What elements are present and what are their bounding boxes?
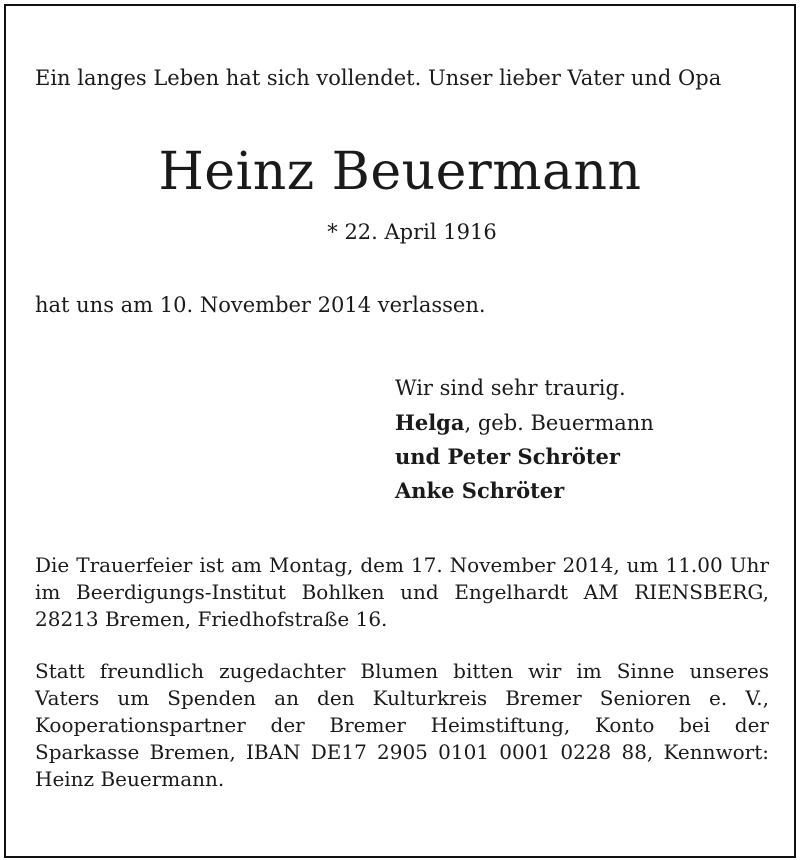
mourner-line-3 bbox=[395, 474, 654, 508]
mourner-line-1 bbox=[395, 406, 654, 440]
mourning-statement: Wir sind sehr traurig. bbox=[395, 376, 626, 400]
funeral-info: Die Trauerfeier ist am Montag, dem 17. November 2014, um 11.00 Uhr im Beerdigungs-Institut Bohlken und Engelhardt AM RIENSBERG, 28213 Bremen, Friedhofstraße 16. bbox=[35, 553, 769, 631]
mourner-first-name: Helga bbox=[395, 410, 465, 435]
deceased-name: Heinz Beuermann bbox=[158, 142, 642, 202]
intro-line: Ein langes Leben hat sich vollendet. Unser lieber Vater und Opa bbox=[35, 66, 722, 90]
death-date-line: hat uns am 10. November 2014 verlassen. bbox=[35, 293, 486, 317]
mourner-spouse: und Peter Schröter bbox=[395, 444, 620, 469]
mourner-line-2 bbox=[395, 440, 654, 474]
mourner-maiden-name: , geb. Beuermann bbox=[464, 411, 654, 435]
donation-info: Statt freundlich zugedachter Blumen bitten wir im Sinne unseres Vaters um Spenden an den Kulturkreis Bremer Senioren e. V., Kooperationspartner der Bremer Heimstiftung, Konto bei der Sparkasse Bremen, IBAN DE17 2905 0101 0001 0228 88, Kennwort: Heinz Beuermann. bbox=[35, 659, 769, 791]
obituary-notice bbox=[4, 4, 796, 858]
mourners-block bbox=[395, 371, 654, 508]
birth-date: * 22. April 1916 bbox=[327, 220, 497, 244]
mourner-grandchild: Anke Schröter bbox=[395, 478, 565, 503]
